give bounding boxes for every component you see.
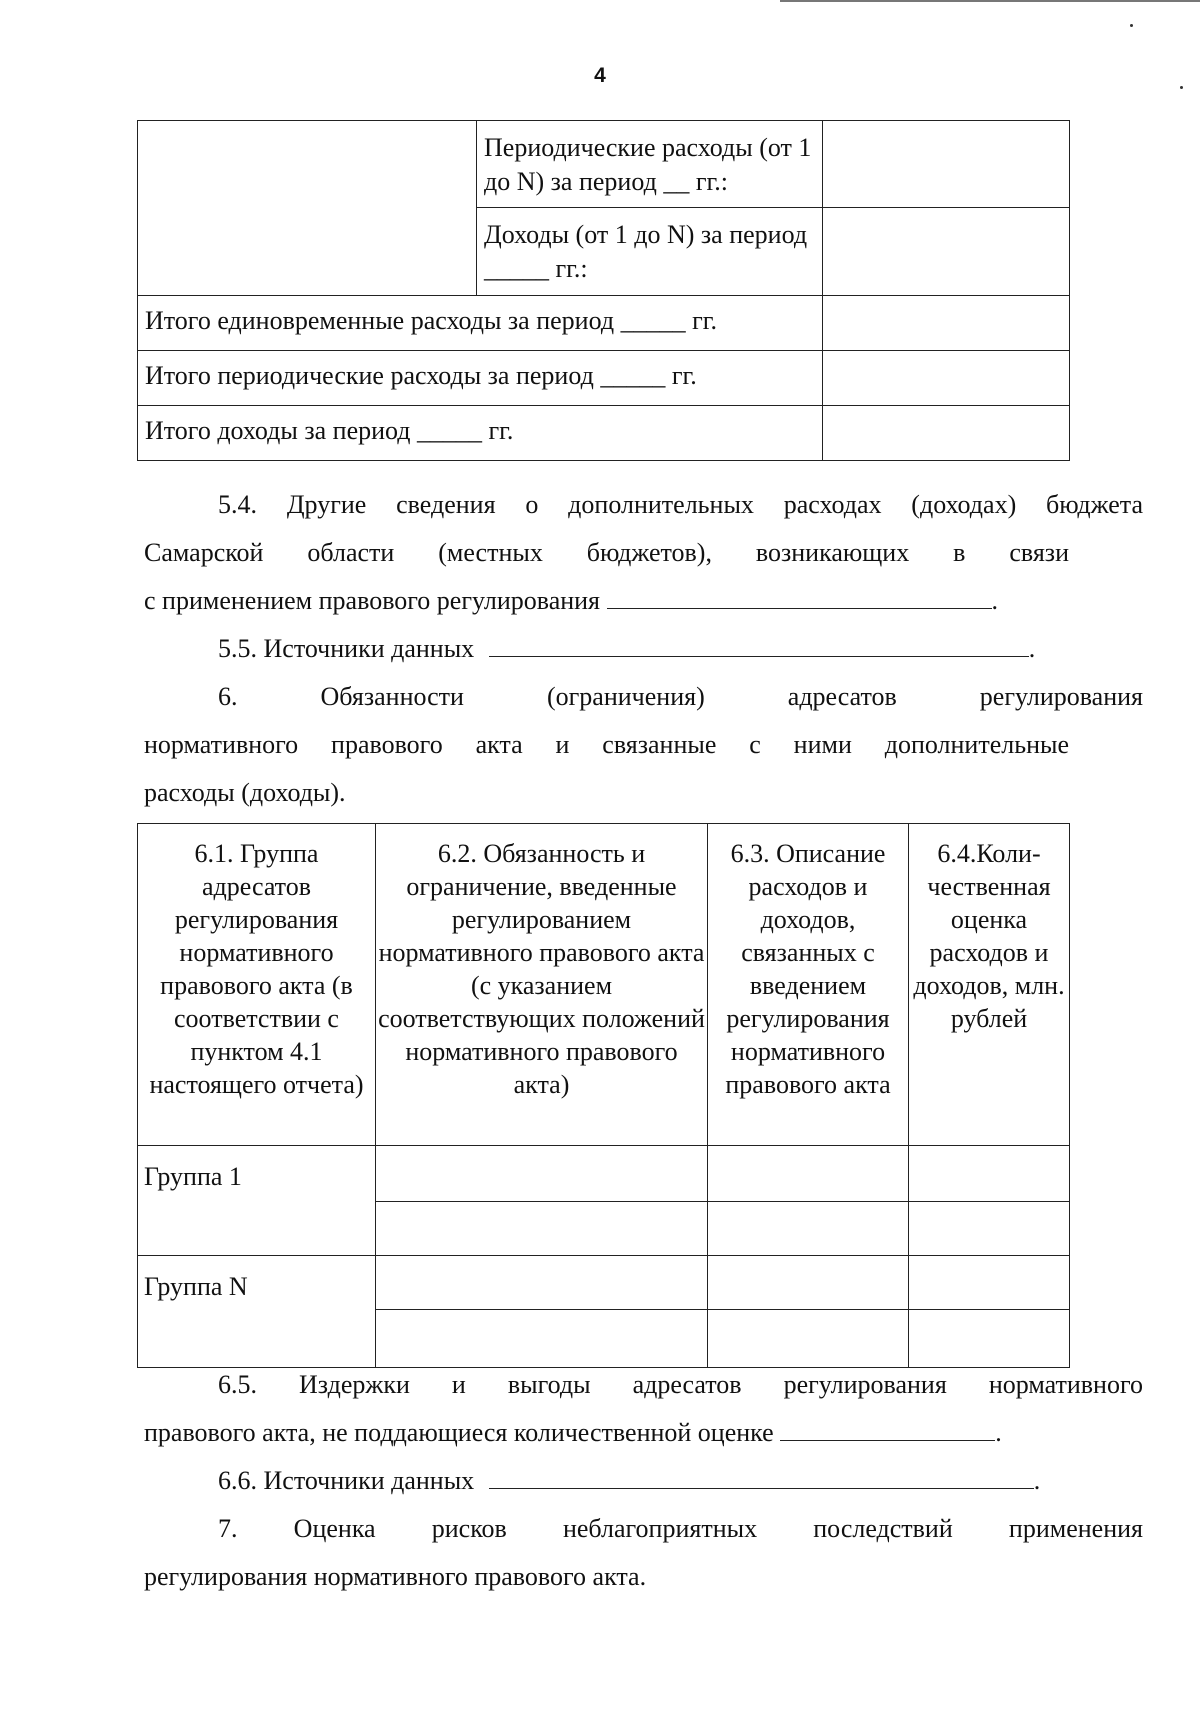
value-cell	[823, 351, 1070, 406]
table-cell	[376, 1146, 708, 1202]
header-quantitative: 6.4.Коли-чественная оценка расходов и доходов, млн. рублей	[909, 824, 1070, 1146]
budget-table	[137, 120, 1070, 461]
table-cell	[376, 1310, 708, 1368]
table-cell	[708, 1310, 909, 1368]
fill-in-blank	[780, 1418, 995, 1441]
section-5-5-text: 5.5. Источники данных	[218, 634, 475, 663]
value-cell	[823, 406, 1070, 461]
total-income-label: Итого доходы за период _____ гг.	[138, 406, 823, 461]
section-5-4-line3: с применением правового регулирования .	[144, 586, 999, 615]
table-cell	[376, 1202, 708, 1256]
section-5-4-line1: 5.4. Другие сведения о дополнительных расходах (доходах) бюджета	[218, 490, 1143, 519]
total-one-time-label: Итого единовременные расходы за период _____ гг.	[138, 296, 823, 351]
empty-cell	[138, 121, 477, 296]
section-7-line2: регулирования нормативного правового акта.	[144, 1562, 647, 1591]
section-6-5-line2: правового акта, не поддающиеся количественной оценке .	[144, 1418, 1002, 1447]
page-number: 4	[594, 64, 606, 87]
section-6-6-text: 6.6. Источники данных	[218, 1466, 475, 1495]
section-6-line1: 6. Обязанности (ограничения) адресатов регулирования	[218, 682, 1143, 711]
fill-in-blank	[489, 1466, 1034, 1489]
header-obligation: 6.2. Обязанность и ограничение, введенные регулированием нормативного правового акта (с указанием соответствующих положений нормативного правового акта)	[376, 824, 708, 1146]
group-n-label: Группа N	[138, 1256, 376, 1368]
table-cell	[909, 1146, 1070, 1202]
total-periodic-label: Итого периодические расходы за период _____ гг.	[138, 351, 823, 406]
section-6-5-text: правового акта, не поддающиеся количественной оценке	[144, 1418, 774, 1447]
table-cell	[909, 1202, 1070, 1256]
fill-in-blank	[489, 634, 1029, 657]
header-description: 6.3. Описание расходов и доходов, связанных с введением регулирования нормативного правового акта	[708, 824, 909, 1146]
periodic-expenses-label: Периодические расходы (от 1 до N) за период __ гг.:	[477, 121, 823, 208]
scan-speck	[1130, 24, 1133, 27]
section-6-line3: расходы (доходы).	[144, 778, 346, 807]
table-cell	[708, 1146, 909, 1202]
header-group-addressees: 6.1. Группа адресатов регулирования нормативного правового акта (в соответствии с пунктом 4.1 настоящего отчета)	[138, 824, 376, 1146]
section-5-4-text: с применением правового регулирования	[144, 586, 601, 615]
value-cell	[823, 296, 1070, 351]
table-cell	[909, 1256, 1070, 1310]
fill-in-blank	[607, 586, 992, 609]
table-cell	[376, 1256, 708, 1310]
value-cell	[823, 121, 1070, 208]
section-6-6: 6.6. Источники данных .	[218, 1466, 1041, 1495]
obligations-table	[137, 823, 1070, 1368]
table-cell	[708, 1256, 909, 1310]
income-label: Доходы (от 1 до N) за период _____ гг.:	[477, 208, 823, 296]
scan-top-line	[780, 0, 1200, 2]
section-6-5-line1: 6.5. Издержки и выгоды адресатов регулирования нормативного	[218, 1370, 1143, 1399]
section-5-5: 5.5. Источники данных .	[218, 634, 1036, 663]
section-6-line2: нормативного правового акта и связанные с ними дополнительные	[144, 730, 1069, 759]
table-cell	[909, 1310, 1070, 1368]
table-cell	[708, 1202, 909, 1256]
section-7-line1: 7. Оценка рисков неблагоприятных последствий применения	[218, 1514, 1143, 1543]
group-1-label: Группа 1	[138, 1146, 376, 1256]
value-cell	[823, 208, 1070, 296]
section-5-4-line2: Самарской области (местных бюджетов), возникающих в связи	[144, 538, 1069, 567]
